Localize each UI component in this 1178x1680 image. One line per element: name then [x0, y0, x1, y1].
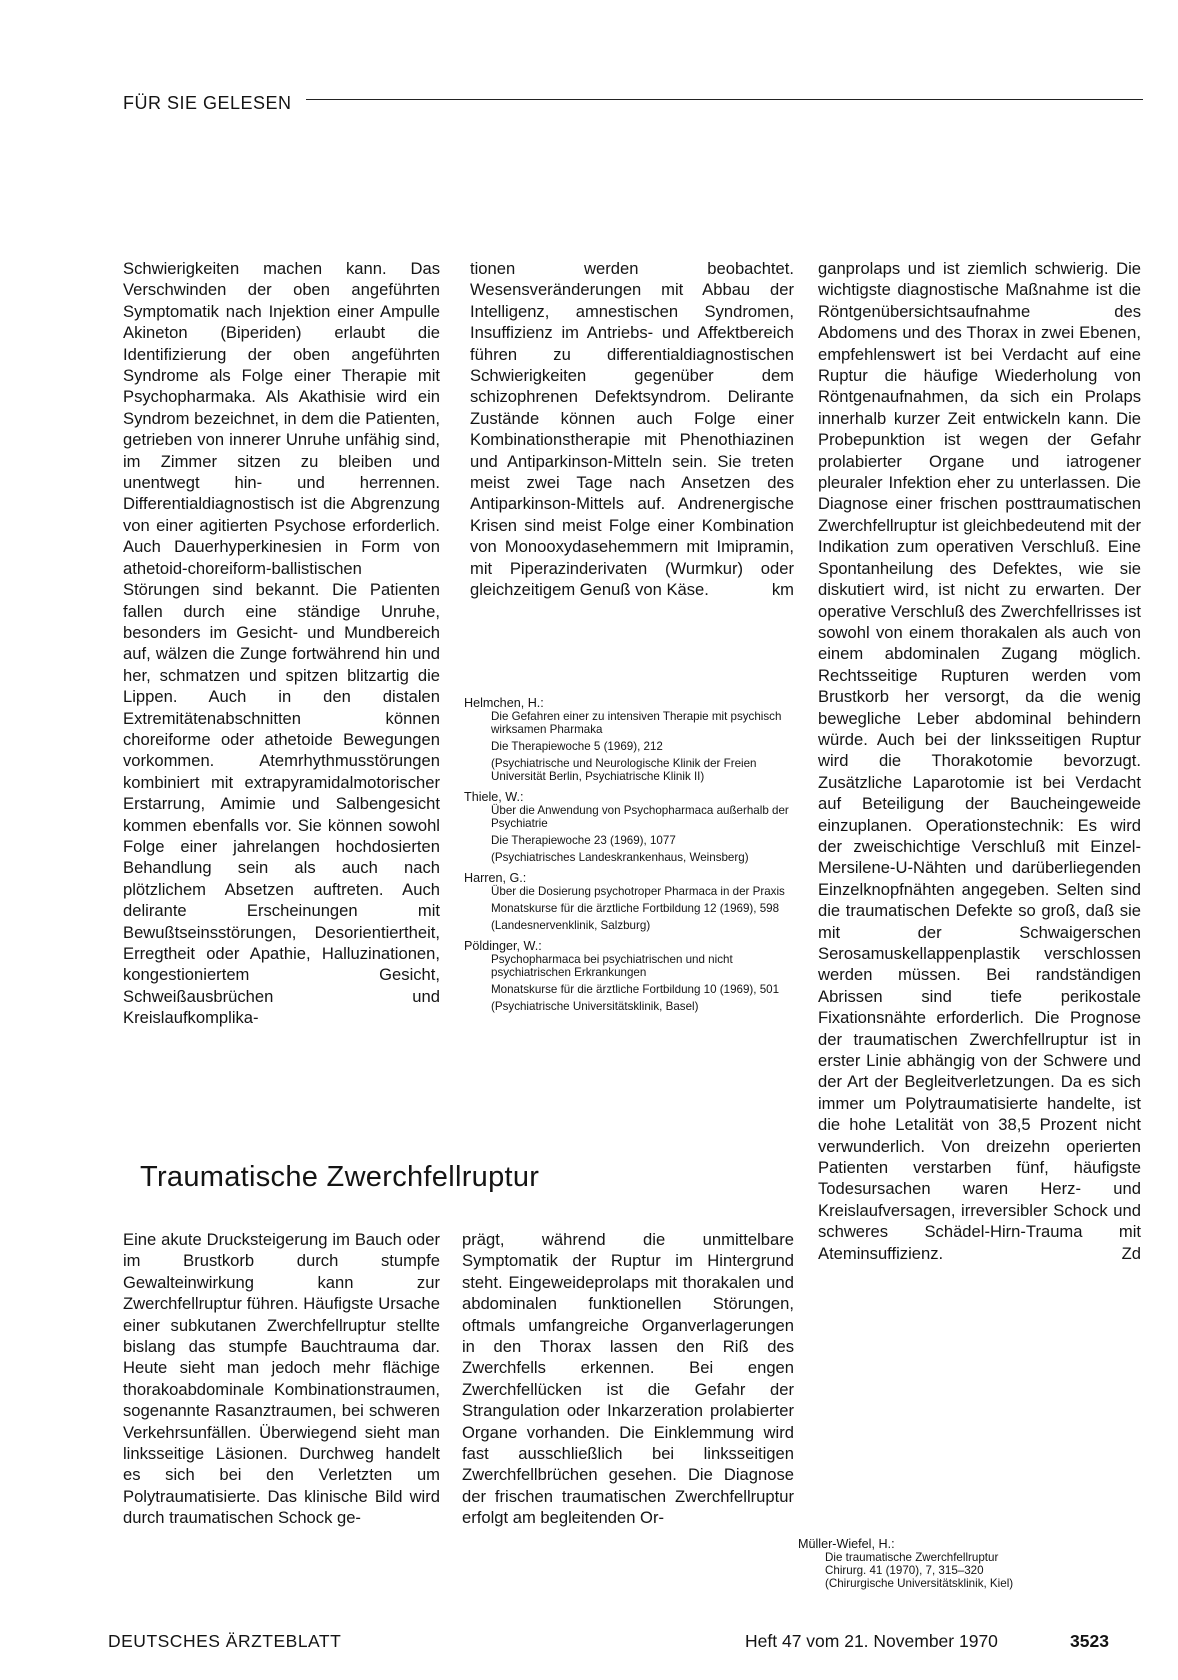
article1-col2-text — [470, 258, 794, 601]
article2-column-1 — [123, 1229, 440, 1529]
reference-institution: (Psychiatrische und Neurologische Klinik der Freien Universität Berlin, Psychiatrische Klinik II) — [491, 757, 757, 783]
reference-institution: (Landesnervenklinik, Salzburg) — [491, 919, 651, 932]
article1-column-1 — [123, 258, 440, 1029]
article2-column-3 — [818, 258, 1141, 1264]
reference-source: Die Therapiewoche 23 (1969), 1077 — [491, 834, 676, 847]
reference-item — [464, 791, 794, 864]
reference-title: Die Gefahren einer zu intensiven Therapie mit psychisch wirksamen Pharmaka — [491, 710, 782, 736]
article1-col1-text: Schwierigkeiten machen kann. Das Verschwinden der oben angeführten Symptomatik nach Injektion einer Ampulle Akineton (Biperiden) erlaubt die Identifizierung der oben angeführten Syndrome als Folge einer Therapie mit Psychopharmaka. Als Akathisie wird ein Syndrom bezeichnet, in dem die Patienten, getrieben von innerer Unruhe unfähig sind, im Zimmer sitzen zu bleiben und unentwegt hin- und herrennen. Differentialdiagnostisch ist die Abgrenzung von einer agitierten Psychose erforderlich. Auch Dauerhyperkinesien in Form von athetoid-choreiform-ballistischen Störungen sind bekannt. Die Patienten fallen durch eine ständige Unruhe, besonders im Gesicht- und Mundbereich auf, wälzen die Zunge fortwährend hin und her, schmatzen und spitzen blitzartig die Lippen. Auch in den distalen Extremitätenabschnitten können choreiforme oder athetoide Bewegungen vorkommen. Atemrhythmusstörungen kombiniert mit extrapyramidalmotorischer Erstarrung, Amimie und Salbengesicht kommen ebenfalls vor. Sie können sowohl Folge einer jahrelangen hochdosierten Behandlung sein als auch nach plötzlichem Absetzen auftreten. Auch delirante Erscheinungen mit Bewußtseinsstörungen, Desorientiertheit, Erregtheit oder Apathie, Halluzinationen, kongestioniertem Gesicht, Schweißausbrüchen und Kreislaufkomplika- — [123, 259, 440, 1028]
article2-column-2 — [462, 1229, 794, 1529]
reference-author: Thiele, W.: — [464, 790, 524, 804]
reference-source: Monatskurse für die ärztliche Fortbildung 12 (1969), 598 — [491, 902, 780, 915]
reference-item — [464, 872, 794, 932]
reference-institution: (Psychiatrisches Landeskrankenhaus, Weinsberg) — [491, 851, 749, 864]
reference-item — [464, 940, 794, 1013]
reference-source: Chirurg. 41 (1970), 7, 315–320 — [825, 1564, 984, 1577]
article1-col2-body: tionen werden beobachtet. Wesensveränderungen mit Abbau der Intelligenz, amnestischen Syndromen, Insuffizienz im Antriebs- und Affektbereich führen zu differentialdiagnostischen Schwierigkeiten gegenüber dem schizophrenen Defektsyndrom. Delirante Zustände können auch Folge einer Kombinationstherapie mit Phenothiazinen und Antiparkinson-Mitteln sein. Sie treten meist zwei Tage nach Ansetzen des Antiparkinson-Mittels auf. Andrenergische Krisen sind meist Folge einer Kombination von Monooxydasehemmern mit Imipramin, mit Piperazinderivaten (Wurmkur) oder gleichzeitigem Genuß von Käse. — [470, 259, 794, 600]
reference-item — [464, 697, 794, 783]
reference-institution: (Chirurgische Universitätsklinik, Kiel) — [825, 1577, 1014, 1590]
article1-references — [464, 697, 794, 1021]
article1-signature: km — [771, 580, 794, 600]
article2-signature: Zd — [1121, 1243, 1141, 1263]
reference-title: Über die Dosierung psychotroper Pharmaca in der Praxis — [491, 885, 785, 898]
reference-author: Müller-Wiefel, H.: — [798, 1537, 895, 1551]
article2-title: Traumatische Zwerchfellruptur — [140, 1161, 540, 1193]
article2-col1-text: Eine akute Drucksteigerung im Bauch oder im Brustkorb durch stumpfe Gewalteinwirkung kann zur Zwerchfellruptur führen. Häufigste Ursache einer subkutanen Zwerchfellruptur stellte bislang das stumpfe Bauchtrauma dar. Heute sieht man jedoch mehr flächige thorakoabdominale Kombinationstraumen, sogenannte Rasanztraumen, bei schweren Verkehrsunfällen. Überwiegend sieht man linksseitige Läsionen. Durchweg handelt es sich bei den Verletzten um Polytraumatisierte. Das klinische Bild wird durch traumatischen Schock ge- — [123, 1230, 440, 1528]
article2-col3-body: ganprolaps und ist ziemlich schwierig. Die wichtigste diagnostische Maßnahme ist die Röntgenübersichtsaufnahme des Abdomens und des Thorax in zwei Ebenen, empfehlenswert ist bei Verdacht auf eine Ruptur die häufige Wiederholung von Röntgenaufnahmen, da sich ein Prolaps innerhalb kurzer Zeit entwickeln kann. Die Probepunktion ist wegen der Gefahr prolabierter Organe und iatrogener pleuraler Infektion eher zu unterlassen. Die Diagnose einer frischen posttraumatischen Zwerchfellruptur ist gleichbedeutend mit der Indikation zum operativen Verschluß. Eine Spontanheilung des Defektes, wie sie diskutiert wird, ist nicht zu erwarten. Der operative Verschluß des Zwerchfellrisses ist sowohl von einem thorakalen als auch von einem abdominalen Zugang möglich. Rechtsseitige Rupturen werden vom Brustkorb her versorgt, da die wenig bewegliche Leber abdominal behindern würde. Auch bei der linksseitigen Ruptur wird die Thorakotomie bevorzugt. Zusätzliche Laparotomie ist bei Verdacht auf Beteiligung der Baucheingeweide einzuplanen. Operationstechnik: Es wird der zweischichtige Verschluß mit Einzel-Mersilene-U-Nähten und darüberliegenden Einzelknopfnähten angegeben. Selten sind die traumatischen Defekte so groß, daß sie mit der Schwaigerschen Serosamuskellappenplastik verschlossen werden müssen. Bei randständigen Abrissen sind tiefe perikostale Fixationsnähte erforderlich. Die Prognose der traumatischen Zwerchfellruptur ist in erster Linie abhängig von der Schwere und der Art der Begleitverletzungen. Da es sich immer um Polytraumatisierte handelte, ist die hohe Letalität von 38,5 Prozent nicht verwunderlich. Von dreizehn operierten Patienten verstarben fünf, häufigste Todesursachen waren Herz- und Kreislaufversagen, irreversibler Schock und schweres Schädel-Hirn-Trauma mit Ateminsuffizienz. — [818, 259, 1141, 1263]
footer-journal: DEUTSCHES ÄRZTEBLATT — [108, 1631, 342, 1651]
reference-institution: (Psychiatrische Universitätsklinik, Basel) — [491, 1000, 699, 1013]
reference-source: Monatskurse für die ärztliche Fortbildung 10 (1969), 501 — [491, 983, 780, 996]
footer-issue: Heft 47 vom 21. November 1970 — [745, 1631, 998, 1651]
reference-title: Psychopharmaca bei psychiatrischen und nicht psychiatrischen Erkrankungen — [491, 953, 733, 979]
reference-author: Helmchen, H.: — [464, 696, 544, 710]
reference-title: Die traumatische Zwerchfellruptur — [825, 1551, 999, 1564]
article2-reference — [798, 1538, 1128, 1590]
section-rule — [306, 99, 1143, 100]
footer-page-number: 3523 — [1070, 1631, 1109, 1651]
article2-col2-text: prägt, während die unmittelbare Symptomatik der Ruptur im Hintergrund steht. Eingeweideprolaps mit thorakalen und abdominalen funktionellen Störungen, oftmals umfangreiche Organverlagerungen in den Thorax lassen den Riß des Zwerchfells erkennen. Bei engen Zwerchfellücken ist die Gefahr der Strangulation oder Inkarzeration prolabierter Organe vorhanden. Die Einklemmung wird fast ausschließlich bei linksseitigen Zwerchfellbrüchen gesehen. Die Diagnose der frischen traumatischen Zwerchfellruptur erfolgt am begleitenden Or- — [462, 1230, 794, 1528]
article2-col3-text — [818, 258, 1141, 1264]
reference-source: Die Therapiewoche 5 (1969), 212 — [491, 740, 663, 753]
reference-title: Über die Anwendung von Psychopharmaca außerhalb der Psychiatrie — [491, 804, 789, 830]
section-label: FÜR SIE GELESEN — [123, 93, 292, 113]
article1-column-2 — [470, 258, 794, 601]
reference-author: Pöldinger, W.: — [464, 939, 542, 953]
reference-author: Harren, G.: — [464, 871, 527, 885]
